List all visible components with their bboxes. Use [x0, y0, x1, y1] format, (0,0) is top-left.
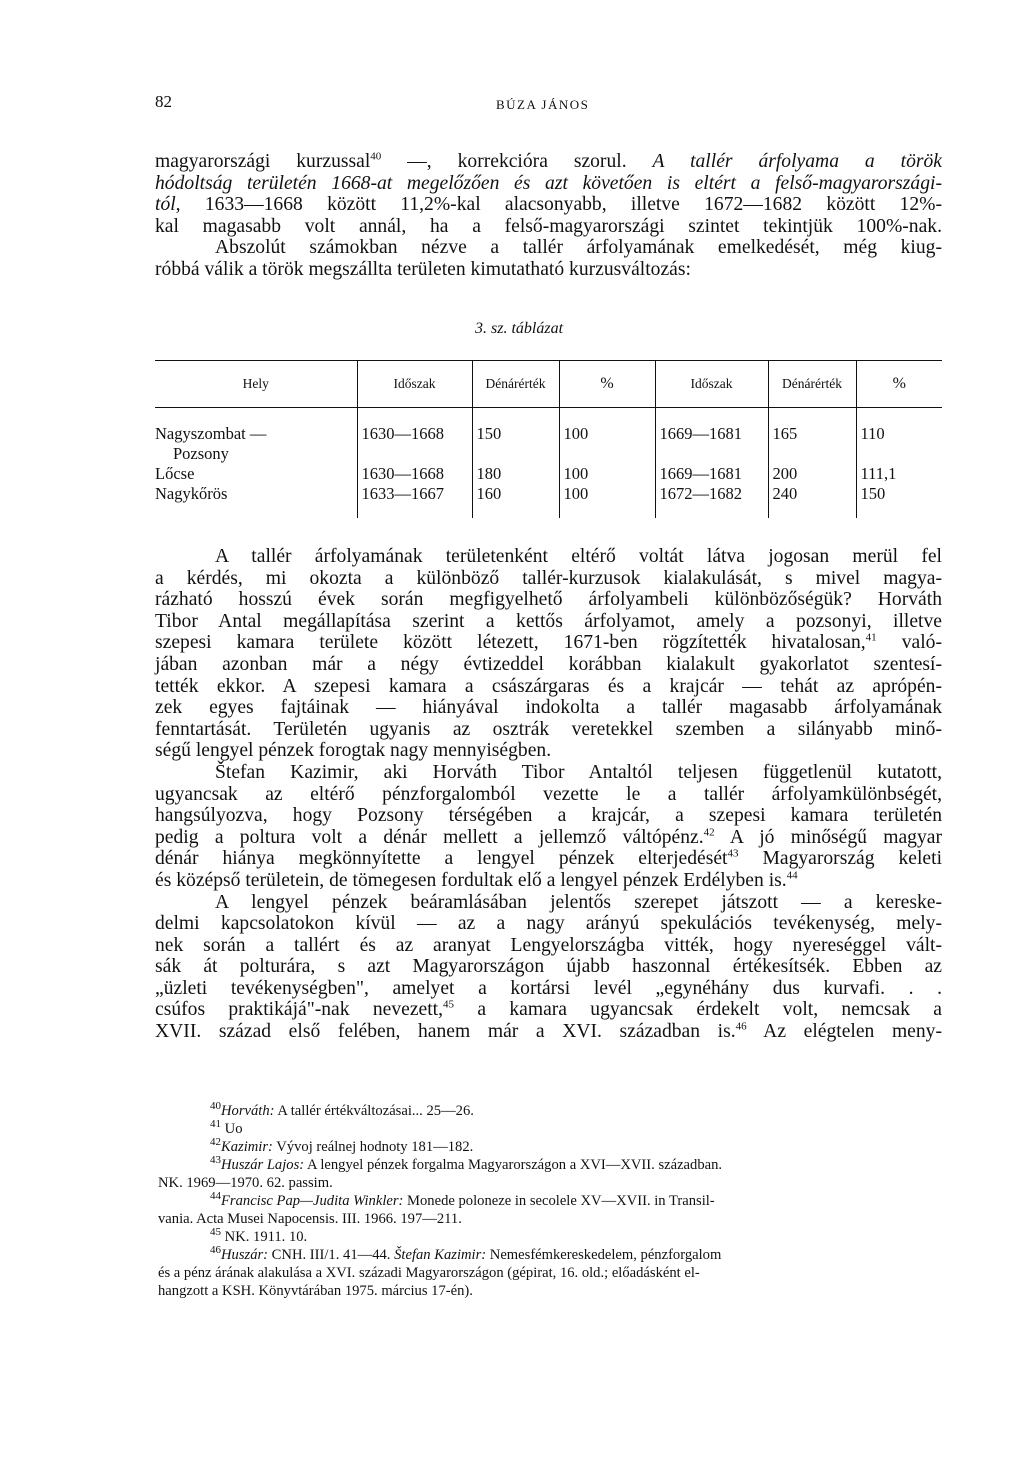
footnote-ref: 40 — [370, 150, 382, 163]
footnote: $^{41}$ Uo — [210, 1118, 243, 1137]
col-header: % — [559, 361, 655, 408]
table-header-row — [155, 361, 942, 408]
col-header: Dénárérték — [768, 361, 856, 408]
footnote-ref: 44 — [786, 869, 798, 882]
intro-paragraph: magyarországi kurzussal$^{40}$ —, korrekcióra szorul. A tallér árfolyama a török hódoltság területén 1668-at megelőzően és azt követően is eltért a felső-magyarországi- tól, 1633—1668 között 11,2%-kal alacsonyabb, illetve 1672—1682 között 12%- kal magasabb volt annál, ha a felső-magyarországi szintet tekintjük 100%-nak. Abszolút számokban nézve a tallér árfolyamának emelkedését, még kiug- róbbá válik a török megszállta területen kimutatható kurzusváltozás: — [155, 150, 942, 280]
col-header: % — [856, 361, 942, 408]
body-text: A tallér árfolyamának területenként eltérő voltát látva jogosan merül fel a kérdés, mi okozta a különböző tallér-kurzusok kialakulását, s mivel magya- rázható hosszú évek során megfigyelhető árfolyambeli különbözőségük? Horváth Tibor Antal megállapítása szerint a kettős árfolyamot, amely a pozsonyi, illetve szepesi kamara területe között létezett, 1671-ben rögzítették hivatalosan,$^{41}$ való- jában azonban már a négy évtizeddel korábban kialakult gyakorlatot szentesí- tették ekkor. A szepesi kamara a császárgaras és a krajcár — tehát az aprópén- zek egyes fajtáinak — hiányával indokolta a tallér magasabb árfolyamának fenntartását. Területén ugyanis az osztrák veretekkel szemben a silányabb minő- ségű lengyel pénzek forogtak nagy mennyiségben. Štefan Kazimir, aki Horváth Tibor Antaltól teljesen függetlenül kutatott, ugyancsak az eltérő pénzforgalomból vezette le a tallér árfolyamkülönbségét, hangsúlyozva, hogy Pozsony térségében a krajcár, a szepesi kamara területén pedig a poltura volt a dénár mellett a jellemző váltópénz.$^{42}$ A jó minőségű magyar dénár hiánya megkönnyítette a lengyel pénzek elterjedését$^{43}$ Magyarország keleti és középső területein, de tömegesen fordultak elő a lengyel pénzek Erdélyben is.$^{44}$ A lengyel pénzek beáramlásában jelentős szerepet játszott — a kereske- delmi kapcsolatokon kívül — az a nagy arányú spekulációs tevékenység, mely- nek során a tallért és az aranyat Lengyelországba vitték, hogy nyereséggel vált- sák át polturára, s azt Magyarországon újabb haszonnal értékesítsék. Ebben az „üzleti tevékenységben", amelyet a kortársi levél „egynéhány dus kurvafi. . . csúfos praktikájá"-nak nevezett,$^{45}$ a kamara ugyancsak érdekelt volt, nemcsak a XVII. század első felében, hanem már a XVI. században is.$^{46}$ Az elégtelen meny- — [155, 546, 943, 1043]
footnote-ref: 42 — [703, 826, 715, 839]
footnote: $^{42}$Kazimir: Vývoj reálnej hodnoty 181—182. — [210, 1136, 474, 1155]
footnote: $^{40}$Horváth: A tallér értékváltozásai... 25—26. — [210, 1100, 474, 1119]
footnote-continuation: hangzott a KSH. Könyvtárában 1975. március 17-én). — [158, 1283, 473, 1299]
footnote-ref: 43 — [727, 847, 739, 860]
table-row: Nagyszombat — 1630—1668 150 100 1669—1681 165 110 — [155, 424, 942, 444]
footnote: $^{45}$ NK. 1911. 10. — [210, 1226, 308, 1245]
footnotes — [158, 1102, 942, 1300]
footnote-continuation: és a pénz árának alakulása a XVI. századi Magyarországon (gépirat, 16. old.; előadásként el- — [158, 1265, 700, 1281]
table-row: Pozsony — [155, 444, 942, 464]
page-number: 82 — [155, 92, 172, 111]
footnote-continuation: vania. Acta Musei Napocensis. III. 1966. 197—211. — [158, 1211, 462, 1227]
footnote-ref: 45 — [443, 998, 455, 1011]
col-header: Dénárérték — [472, 361, 559, 408]
col-header: Időszak — [655, 361, 768, 408]
col-header: Hely — [155, 361, 357, 408]
footnote-ref: 41 — [865, 631, 877, 644]
footnote: $^{44}$Francisc Pap—Judita Winkler: Monede poloneze in secolele XV—XVII. in Transil- — [210, 1190, 715, 1209]
footnote-ref: 46 — [735, 1020, 747, 1033]
footnote: $^{46}$Huszár: CNH. III/1. 41—44. Štefan Kazimir: Nemesfémkereskedelem, pénzforgalom — [210, 1244, 722, 1263]
table-row: Nagykőrös 1633—1667 160 100 1672—1682 240 150 — [155, 484, 942, 504]
table-row: Lőcse 1630—1668 180 100 1669—1681 200 111,1 — [155, 464, 942, 484]
footnote-continuation: NK. 1969—1970. 62. passim. — [158, 1175, 333, 1191]
exchange-rate-table — [155, 360, 942, 518]
footnote: $^{43}$Huszár Lajos: A lengyel pénzek forgalma Magyarországon a XVI—XVII. században. — [210, 1154, 723, 1173]
col-header: Időszak — [357, 361, 472, 408]
table-caption: 3. sz. táblázat — [475, 320, 564, 337]
running-title: BÚZA JÁNOS — [496, 97, 590, 112]
